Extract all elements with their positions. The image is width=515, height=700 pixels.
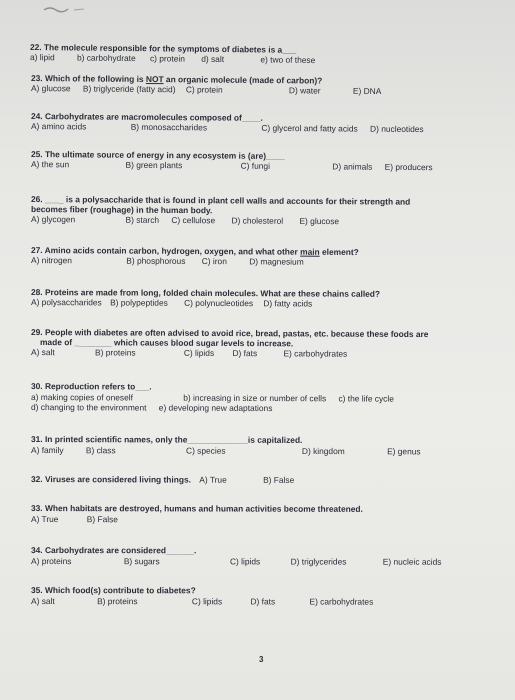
- question-23-choices: A) glucose B) triglyceride (fatty acid) C) protein D) water E) DNA: [30, 83, 382, 97]
- question-33-stem: 33. When habitats are destroyed, humans and human activities become threatened.: [30, 503, 363, 514]
- question-34-choices: A) proteins B) sugars C) lipids D) triglycerides E) nucleic acids: [30, 556, 442, 567]
- question-30-choices-row-1: a) making copies of oneself b) increasing in size or number of cells c) the life cycle: [30, 392, 394, 404]
- question-31-stem: 31. In printed scientific names, only the_____________is capitalized.: [30, 434, 303, 445]
- question-24-choices: A) amino acids B) monosaccharides C) glycerol and fatty acids D) nucleotides: [30, 121, 424, 135]
- question-35-stem: 35. Which food(s) contribute to diabetes?: [30, 585, 196, 596]
- question-28-choices: A) polysaccharides B) polypeptides C) polynucleotides D) fatty acids: [30, 297, 313, 309]
- question-29-stem-line-1: 29. People with diabetes are often advised to avoid rice, bread, pastas, etc. because these foods are: [30, 327, 429, 340]
- question-27-choices: A) nitrogen B) phosphorous C) iron D) magnesium: [30, 255, 304, 267]
- question-35-choices: A) salt B) proteins C) lipids D) fats E) carbohydrates: [30, 596, 374, 607]
- question-29-stem-line-2: made of ________ which causes blood sugar levels to increase.: [39, 337, 294, 349]
- question-26-stem-line-2: becomes fiber (roughage) in the human body.: [30, 204, 213, 216]
- page-number: 3: [259, 655, 264, 664]
- question-31-choices: A) family B) class C) species D) kingdom E) genus: [30, 445, 421, 457]
- question-23-stem: 23. Which of the following is NOT an organic molecule (made of carbon)?: [30, 73, 323, 86]
- question-29-choices: A) salt B) proteins C) lipids D) fats E) carbohydrates: [30, 347, 348, 359]
- question-32-line: 32. Viruses are considered living things. A) True B) False: [30, 474, 295, 485]
- question-34-stem: 34. Carbohydrates are considered______.: [30, 545, 197, 556]
- top-smudge-mark: [40, 4, 100, 14]
- question-22-stem: 22. The molecule responsible for the symptoms of diabetes is a___: [29, 42, 297, 55]
- question-28-stem: 28. Proteins are made from long, folded chain molecules. What are these chains called?: [30, 287, 381, 299]
- question-33-choices: A) True B) False: [30, 514, 118, 525]
- question-22-choices: a) lipid b) carbohydrate c) protein d) salt e) two of these: [29, 52, 316, 65]
- question-25-choices: A) the sun B) green plants C) fungi D) animals E) producers: [30, 159, 433, 173]
- question-30-choices-row-2: d) changing to the environment e) developing new adaptations: [30, 402, 273, 414]
- question-30-stem: 30. Reproduction refers to___.: [30, 381, 152, 392]
- question-25-stem: 25. The ultimate source of energy in any ecosystem is (are)____: [30, 149, 285, 161]
- question-26-choices: A) glycogen B) starch C) cellulose D) cholesterol E) glucose: [30, 214, 340, 227]
- question-26-stem-line-1: 26. ____ is a polysaccharide that is found in plant cell walls and accounts for their strength and: [30, 194, 411, 207]
- question-27-stem: 27. Amino acids contain carbon, hydrogen, oxygen, and what other main element?: [30, 245, 359, 258]
- question-24-stem: 24. Carbohydrates are macromolecules composed of____.: [30, 111, 263, 123]
